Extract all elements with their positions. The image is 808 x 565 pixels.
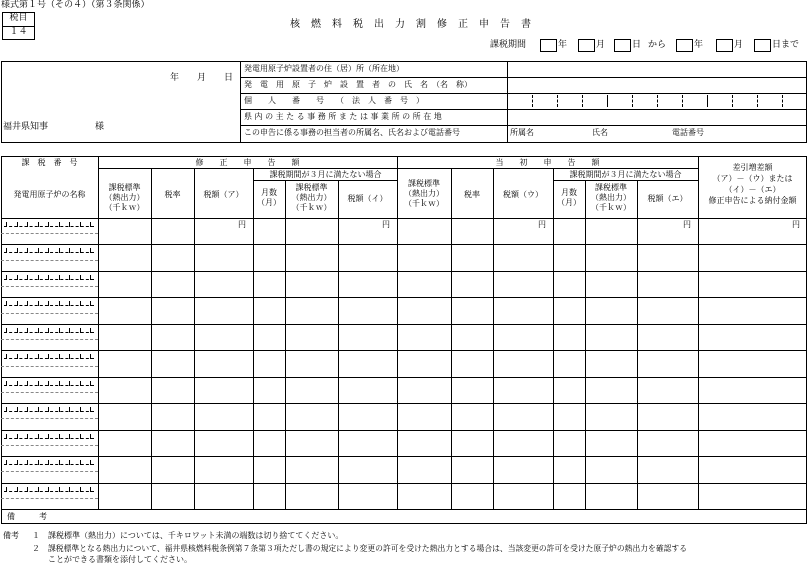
tax-number-tick xyxy=(59,381,60,386)
table-row[interactable] xyxy=(99,325,806,350)
note-2-number: ２ xyxy=(32,544,40,553)
amended-header: 修 正 申 告 額 xyxy=(195,158,300,167)
period-month-1: 月 xyxy=(596,40,606,50)
reactor-name-field[interactable] xyxy=(1,418,98,419)
tax-number-tick xyxy=(27,487,28,492)
tax-number-tick xyxy=(48,275,49,280)
yen-u: 円 xyxy=(538,220,546,229)
tax-number-tick xyxy=(48,487,49,492)
contact-name-label: 氏名 xyxy=(592,128,608,137)
tax-number-tick xyxy=(90,381,91,386)
tax-number-tick xyxy=(17,275,18,280)
table-row[interactable] xyxy=(99,404,806,429)
tax-number-tick xyxy=(6,434,7,439)
difference-header: 差引増差額 （ア）－（ウ）または （イ）－（エ） 修正申告による納付金額 xyxy=(708,163,797,205)
amended-tax-a-header: 税額（ア） xyxy=(203,190,244,199)
tax-number-field[interactable] xyxy=(4,464,94,465)
tax-number-tick xyxy=(90,248,91,253)
contact-person-label: この申告に係る事務の担当者の所属名、氏名および電話番号 xyxy=(244,128,460,137)
tax-number-tick xyxy=(27,354,28,359)
form-title: 核 燃 料 税 出 力 割 修 正 申 告 書 xyxy=(290,19,532,30)
original-short-base-header: 課税標準 （熱出力） （千ｋｗ） xyxy=(591,183,631,212)
applicant-name-label: 発 電 用 原 子 炉 設 置 者 の 氏 名 （名 称） xyxy=(244,80,472,89)
tax-number-tick xyxy=(80,407,81,412)
tax-number-tick xyxy=(59,487,60,492)
number-cell-divider xyxy=(607,95,608,107)
table-row[interactable] xyxy=(99,431,806,456)
table-row[interactable] xyxy=(99,378,806,403)
form-id: 様式第１号（その４）（第３条関係） xyxy=(1,0,150,10)
original-base-header: 課税標準 （熱出力） （千ｋｗ） xyxy=(404,179,444,208)
tax-number-field[interactable] xyxy=(4,491,94,492)
tax-number-tick xyxy=(38,301,39,306)
contact-phone-label: 電話番号 xyxy=(672,128,704,137)
table-row[interactable] xyxy=(99,351,806,376)
amended-tax-i-header: 税額（イ） xyxy=(347,194,388,203)
tax-number-tick xyxy=(27,248,28,253)
tax-number-field[interactable] xyxy=(4,411,94,412)
number-cell-divider xyxy=(682,95,683,107)
tax-number-tick xyxy=(69,354,70,359)
tax-number-tick xyxy=(69,407,70,412)
tax-number-tick xyxy=(90,460,91,465)
tax-number-tick xyxy=(59,248,60,253)
tax-number-tick xyxy=(6,381,7,386)
tax-number-tick xyxy=(59,222,60,227)
period-to-month-field[interactable] xyxy=(716,39,733,52)
addressee: 福井県知事 xyxy=(3,122,49,132)
tax-number-tick xyxy=(59,328,60,333)
tax-number-tick xyxy=(6,248,7,253)
tax-number-field[interactable] xyxy=(4,305,94,306)
table-row[interactable] xyxy=(99,298,806,323)
period-until: 日まで xyxy=(772,40,800,50)
applicant-divider xyxy=(240,61,241,143)
number-cell-divider xyxy=(582,95,583,107)
tax-item-label: 税目 xyxy=(9,13,28,23)
tax-number-tick xyxy=(48,381,49,386)
tax-number-tick xyxy=(90,222,91,227)
tax-number-tick xyxy=(38,381,39,386)
tax-number-tick xyxy=(59,407,60,412)
tax-number-tick xyxy=(90,328,91,333)
note-2-text: 課税標準となる熱出力について、福井県核燃料税条例第７条第３項ただし書の規定により変更の許可を受けた熱出力とする場合は、当該変更の許可を受けた原子炉の熱出力を確認する xyxy=(48,544,688,553)
tax-number-field[interactable] xyxy=(4,332,94,333)
period-year-1: 年 xyxy=(558,40,568,50)
reactor-name-field[interactable] xyxy=(1,233,98,234)
tax-number-tick xyxy=(6,460,7,465)
office-address-label: 県 内 の 主 た る 事 務 所 ま た は 事 業 所 の 所 在 地 xyxy=(244,112,442,121)
period-label: 課税期間 xyxy=(490,40,527,50)
tax-number-tick xyxy=(27,434,28,439)
tax-number-tick xyxy=(59,434,60,439)
period-year-2: 年 xyxy=(694,40,704,50)
tax-number-tick xyxy=(90,275,91,280)
tax-number-tick xyxy=(6,275,7,280)
tax-number-tick xyxy=(27,301,28,306)
number-cell-divider xyxy=(732,95,733,107)
number-cell-divider xyxy=(757,95,758,107)
tax-number-tick xyxy=(6,328,7,333)
tax-number-tick xyxy=(80,328,81,333)
tax-number-tick xyxy=(90,407,91,412)
tax-number-tick xyxy=(69,328,70,333)
period-day-1: 日 xyxy=(632,40,642,50)
contact-dept-label: 所属名 xyxy=(510,128,534,137)
tax-number-tick xyxy=(69,460,70,465)
period-to-day-field[interactable] xyxy=(754,39,771,52)
tax-number-tick xyxy=(59,460,60,465)
tax-number-tick xyxy=(38,354,39,359)
tax-number-tick xyxy=(17,381,18,386)
tax-number-tick xyxy=(90,434,91,439)
tax-number-tick xyxy=(38,328,39,333)
number-cell-divider xyxy=(532,95,533,107)
tax-number-tick xyxy=(59,354,60,359)
tax-number-tick xyxy=(69,381,70,386)
number-cell-divider xyxy=(632,95,633,107)
number-cell-divider xyxy=(557,95,558,107)
tax-number-tick xyxy=(17,248,18,253)
tax-number-field[interactable] xyxy=(4,438,94,439)
reactor-name-field[interactable] xyxy=(1,286,98,287)
tax-number-tick xyxy=(80,434,81,439)
tax-number-tick xyxy=(17,222,18,227)
yen-diff: 円 xyxy=(792,220,800,229)
tax-number-tick xyxy=(38,487,39,492)
tax-number-tick xyxy=(6,407,7,412)
notes-label: 備考 xyxy=(3,531,19,540)
tax-number-tick xyxy=(48,460,49,465)
original-months-header: 月数 （月） xyxy=(557,188,581,207)
individual-number-label: 個 人 番 号 （ 法 人 番 号 ） xyxy=(244,96,424,105)
tax-number-field[interactable] xyxy=(4,226,94,227)
tax-number-tick xyxy=(80,301,81,306)
tax-number-tick xyxy=(80,460,81,465)
tax-number-tick xyxy=(80,248,81,253)
tax-number-tick xyxy=(80,487,81,492)
period-to-year-field[interactable] xyxy=(676,39,693,52)
tax-number-tick xyxy=(38,407,39,412)
tax-number-tick xyxy=(48,354,49,359)
amended-rate-header: 税率 xyxy=(164,190,181,199)
header-line xyxy=(253,180,398,181)
note-1-text: 課税標準（熱出力）については、千キロワット未満の端数は切り捨ててください。 xyxy=(48,531,344,540)
period-from-year-field[interactable] xyxy=(540,39,557,52)
tax-number-tick xyxy=(27,381,28,386)
tax-number-tick xyxy=(69,487,70,492)
tax-number-tick xyxy=(48,248,49,253)
tax-number-tick xyxy=(48,434,49,439)
applicant-row-line xyxy=(240,125,807,126)
tax-number-tick xyxy=(6,301,7,306)
tax-number-tick xyxy=(27,222,28,227)
tax-number-tick xyxy=(48,328,49,333)
reactor-name-field[interactable] xyxy=(1,392,98,393)
tax-number-tick xyxy=(6,354,7,359)
tax-number-field[interactable] xyxy=(4,279,94,280)
tax-number-tick xyxy=(69,275,70,280)
tax-number-field[interactable] xyxy=(4,358,94,359)
period-from-month-field[interactable] xyxy=(578,39,595,52)
tax-number-tick xyxy=(27,460,28,465)
tax-number-field[interactable] xyxy=(4,385,94,386)
tax-number-field[interactable] xyxy=(4,252,94,253)
amended-short-base-header: 課税標準 （熱出力） （千ｋｗ） xyxy=(291,183,332,212)
tax-number-tick xyxy=(38,275,39,280)
table-row[interactable] xyxy=(99,245,806,270)
tax-number-tick xyxy=(38,248,39,253)
original-header: 当 初 申 告 額 xyxy=(495,158,600,167)
reactor-name-field[interactable] xyxy=(1,366,98,367)
original-tax-u-header: 税額（ウ） xyxy=(503,190,543,199)
period-from-day-field[interactable] xyxy=(614,39,631,52)
tax-number-tick xyxy=(80,222,81,227)
tax-number-tick xyxy=(38,434,39,439)
remarks-field[interactable] xyxy=(99,510,806,523)
yen-e: 円 xyxy=(683,220,691,229)
tax-number-tick xyxy=(17,460,18,465)
tax-number-header: 課 税 番 号 xyxy=(21,158,78,167)
office-address-field[interactable] xyxy=(508,110,806,125)
tax-number-tick xyxy=(48,407,49,412)
tax-number-tick xyxy=(90,354,91,359)
tax-number-tick xyxy=(27,328,28,333)
note-1-number: １ xyxy=(32,531,40,540)
reactor-name-field[interactable] xyxy=(1,339,98,340)
tax-number-tick xyxy=(80,381,81,386)
reactor-name-field[interactable] xyxy=(1,445,98,446)
reactor-name-header: 発電用原子炉の名称 xyxy=(13,190,86,199)
tax-number-tick xyxy=(69,248,70,253)
tax-number-tick xyxy=(17,407,18,412)
amended-base-header: 課税標準 （熱出力） （千ｋｗ） xyxy=(104,183,145,212)
yen-i: 円 xyxy=(382,220,390,229)
tax-number-tick xyxy=(27,407,28,412)
tax-item-code: １４ xyxy=(9,27,28,37)
original-tax-e-header: 税額（エ） xyxy=(647,194,688,203)
tax-number-tick xyxy=(69,434,70,439)
note-2-text-cont: ことができる書類を添付してください。 xyxy=(48,555,192,564)
period-from: から xyxy=(648,40,667,50)
tax-number-tick xyxy=(80,275,81,280)
original-rate-header: 税率 xyxy=(464,190,480,199)
yen-a: 円 xyxy=(238,220,246,229)
tax-number-tick xyxy=(17,434,18,439)
remarks-label: 備 考 xyxy=(7,512,47,521)
applicant-address-label: 発電用原子炉設置者の住（居）所（所在地） xyxy=(244,64,404,73)
amended-short-period-header: 課税期間が３月に満たない場合 xyxy=(269,170,382,179)
number-cell-divider xyxy=(657,95,658,107)
tax-number-tick xyxy=(38,222,39,227)
date-line: 年 月 日 xyxy=(170,73,234,83)
table-row[interactable] xyxy=(99,484,806,509)
tax-number-tick xyxy=(48,222,49,227)
table-row[interactable] xyxy=(99,457,806,482)
tax-number-tick xyxy=(17,328,18,333)
header-line xyxy=(553,180,698,181)
reactor-name-field[interactable] xyxy=(1,260,98,261)
tax-number-tick xyxy=(17,301,18,306)
table-row[interactable] xyxy=(99,219,806,244)
tax-number-tick xyxy=(59,301,60,306)
number-cell-divider xyxy=(707,95,708,107)
tax-number-tick xyxy=(6,222,7,227)
number-cell-divider xyxy=(782,95,783,107)
tax-number-tick xyxy=(69,301,70,306)
tax-number-tick xyxy=(17,354,18,359)
header-line xyxy=(98,168,698,169)
tax-number-tick xyxy=(27,275,28,280)
applicant-row-line xyxy=(240,93,807,94)
honorific: 様 xyxy=(95,122,105,132)
reactor-name-field[interactable] xyxy=(1,313,98,314)
amended-months-header: 月数 （月） xyxy=(257,188,281,207)
tax-number-tick xyxy=(59,275,60,280)
original-short-period-header: 課税期間が３月に満たない場合 xyxy=(569,170,682,179)
address-field[interactable] xyxy=(508,62,806,77)
period-month-2: 月 xyxy=(734,40,744,50)
tax-number-tick xyxy=(38,460,39,465)
name-field[interactable] xyxy=(508,78,806,93)
tax-number-tick xyxy=(90,487,91,492)
table-row[interactable] xyxy=(99,272,806,297)
tax-number-tick xyxy=(90,301,91,306)
reactor-name-field[interactable] xyxy=(1,471,98,472)
tax-number-tick xyxy=(17,487,18,492)
reactor-name-field[interactable] xyxy=(1,498,98,499)
tax-number-tick xyxy=(80,354,81,359)
tax-number-tick xyxy=(69,222,70,227)
tax-number-tick xyxy=(48,301,49,306)
tax-number-tick xyxy=(6,487,7,492)
